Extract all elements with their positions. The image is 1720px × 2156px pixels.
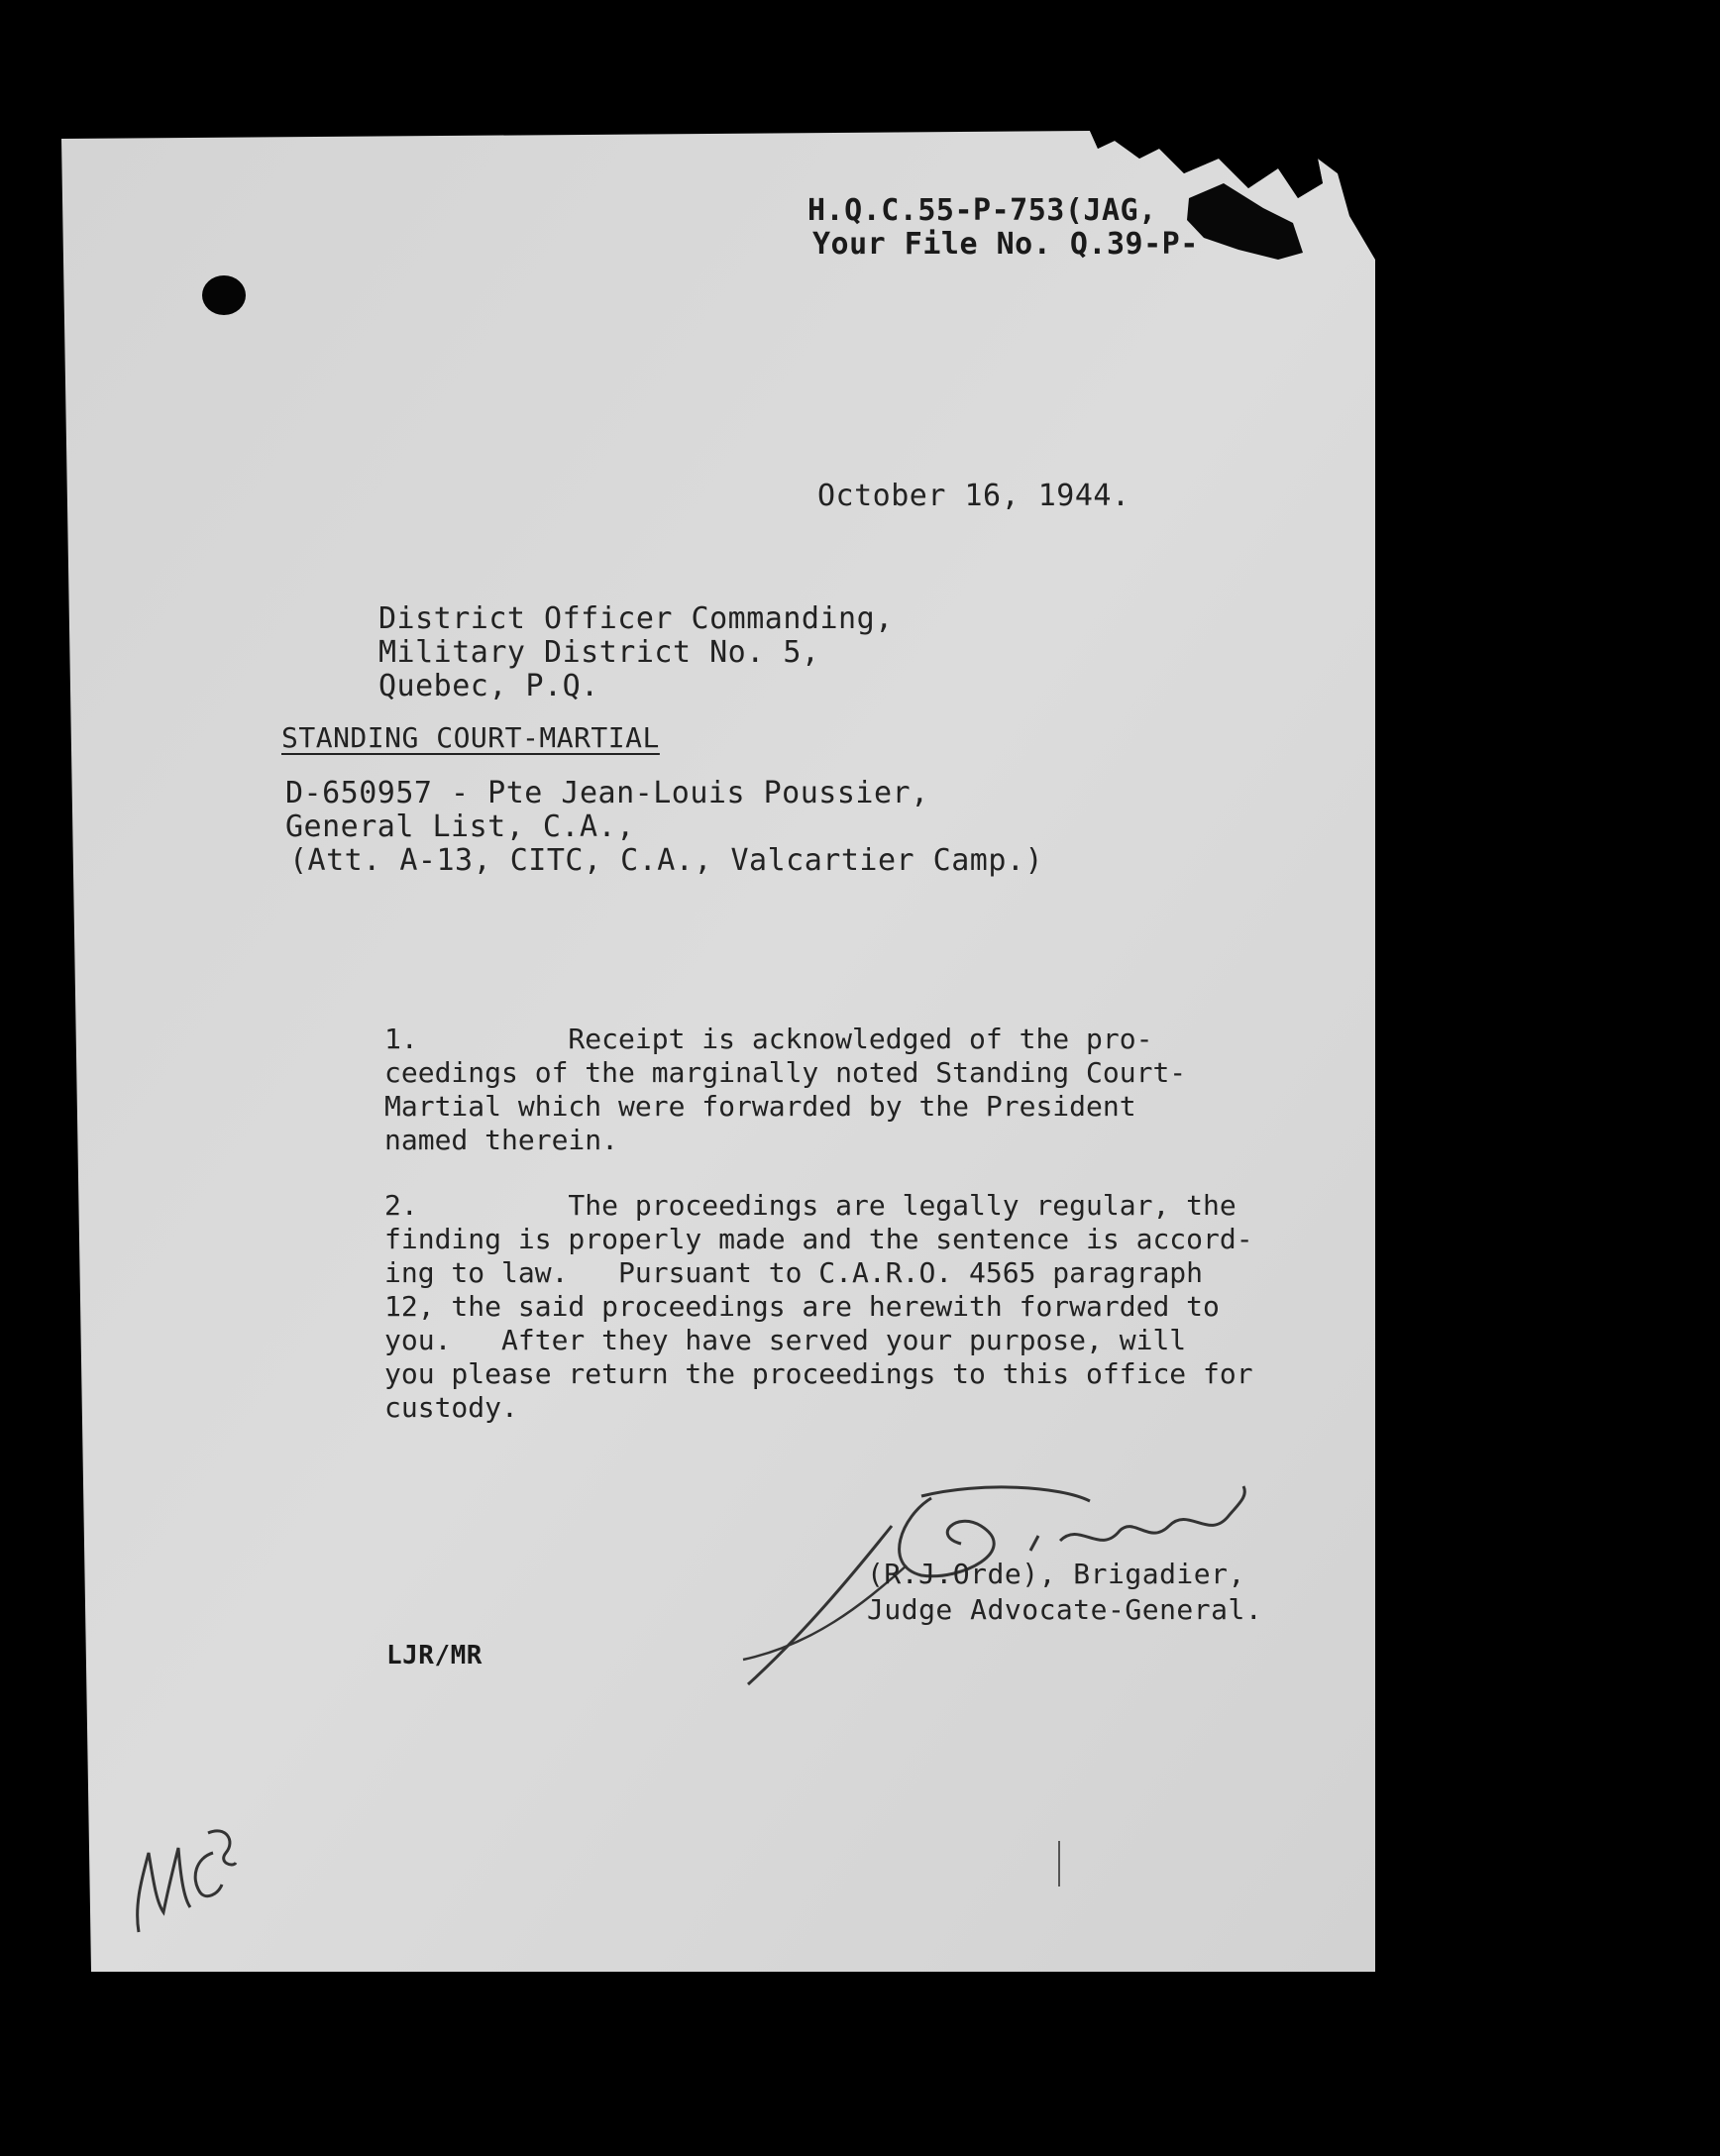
signatory-name: (R.J.Orde), Brigadier, — [867, 1558, 1245, 1590]
paragraph-line: 2. The proceedings are legally regular, the — [384, 1189, 1236, 1222]
paragraph-line: ing to law. Pursuant to C.A.R.O. 4565 paragraph — [384, 1256, 1204, 1289]
paragraph-line: ceedings of the marginally noted Standing Court- — [384, 1056, 1187, 1089]
subject-line: (Att. A-13, CITC, C.A., Valcartier Camp.) — [289, 843, 1044, 878]
addressee-line: Quebec, P.Q. — [378, 669, 599, 703]
subject-line: General List, C.A., — [285, 809, 635, 844]
paragraph-line: 12, the said proceedings are herewith forwarded to — [384, 1290, 1220, 1323]
ink-stain — [202, 275, 246, 315]
paragraph-line: you please return the proceedings to this office for — [384, 1357, 1253, 1390]
paragraph-line: you. After they have served your purpose, will — [384, 1324, 1187, 1356]
document-heading: STANDING COURT-MARTIAL — [281, 721, 660, 754]
addressee-line: Military District No. 5, — [378, 635, 820, 670]
paragraph-line: named therein. — [384, 1124, 619, 1156]
paragraph-line: Martial which were forwarded by the President — [384, 1090, 1136, 1123]
paragraph-line: custody. — [384, 1391, 518, 1424]
margin-note — [119, 1813, 238, 1952]
pencil-mark — [1058, 1841, 1060, 1886]
file-reference-line-2: Your File No. Q.39-P- — [812, 227, 1199, 262]
typist-initials: LJR/MR — [386, 1641, 483, 1671]
paragraph-line: 1. Receipt is acknowledged of the pro- — [384, 1023, 1153, 1055]
subject-line: D-650957 - Pte Jean-Louis Poussier, — [285, 776, 929, 810]
addressee-line: District Officer Commanding, — [378, 601, 894, 636]
letter-date: October 16, 1944. — [817, 479, 1130, 513]
paragraph-line: finding is properly made and the sentence is accord- — [384, 1223, 1253, 1255]
signatory-title: Judge Advocate-General. — [867, 1593, 1263, 1626]
file-reference-line-1: H.Q.C.55-P-753(JAG, — [807, 193, 1157, 228]
